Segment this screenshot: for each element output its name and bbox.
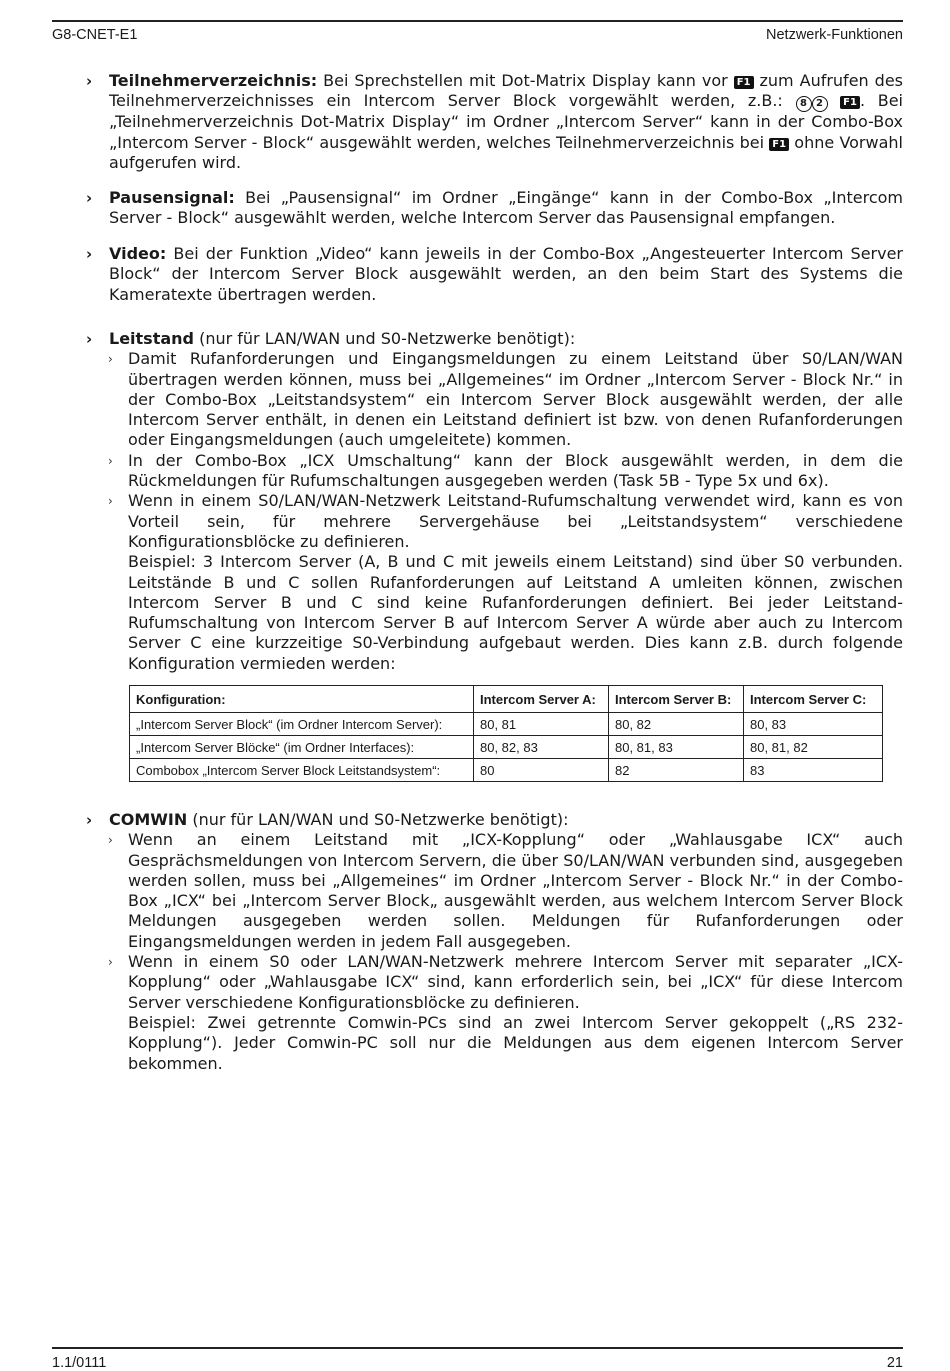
table-cell: 80, 82, 83 <box>474 736 609 759</box>
chevron-outline-icon: › <box>108 494 113 509</box>
table-cell: 83 <box>744 759 883 782</box>
chevron-outline-icon: › <box>108 453 113 468</box>
table-header-row <box>130 686 883 713</box>
table-row <box>130 759 883 782</box>
table-cell: 80, 81, 83 <box>609 736 744 759</box>
f1-key-icon: F1 <box>840 96 860 109</box>
sub-item: › Wenn in einem S0/LAN/WAN-Netzwerk Leitstand-Rufumschaltung verwendet wird, kann es von Vorteil sein, für mehrere Servergehäuse bei „Leitstandsystem“ verschiedene Konfigurationsblöcke zu definieren. Beispiel: 3 Intercom Server (A, B und C mit jeweils einem Leitstand) sind über S0 verbunden. Leitstände B und C sollen Rufanforderungen auf Leitstand A umleiten können, zwischen Intercom Server B und C sind keine Rufanforderungen definiert. Bei jeder Leitstand-Rufumschaltung von Intercom Server B auf Intercom Server A würde aber auch zu Intercom Server C eine kurzzeitige S0-Verbindung aufgebaut werden. Dies kann z.B. durch folgende Konfiguration vermieden werden: <box>108 491 903 673</box>
chevron-right-icon: › <box>86 330 93 348</box>
table-cell: 80, 82 <box>609 713 744 736</box>
table-cell: 80 <box>474 759 609 782</box>
table-cell: „Intercom Server Blöcke“ (im Ordner Interfaces): <box>130 736 474 759</box>
page-footer <box>52 1347 903 1371</box>
bullet-title: Pausensignal: <box>109 188 235 207</box>
chevron-right-icon: › <box>86 189 93 207</box>
bullet-pausensignal <box>86 188 903 229</box>
bullet-leitstand <box>86 329 903 674</box>
document-id: G8-CNET-E1 <box>52 27 138 43</box>
table-row <box>130 736 883 759</box>
f1-key-icon: F1 <box>769 138 789 151</box>
sub-item: › Wenn an einem Leitstand mit „ICX-Kopplung“ oder „Wahlausgabe ICX“ auch Gesprächsmeldungen von Intercom Servern, die über S0/LAN/WAN verbunden sind, ausgegeben werden sollen, muss bei „Allgemeines“ im Ordner „Intercom Server - Block Nr.“ in der Combo-Box „ICX“ bei „Intercom Server Block„ ausgewählt werden, aus welchem Intercom Server Block Meldungen ausgegeben werden sollen. Meldungen für Rufanforderungen oder Eingangsmeldungen werden in jedem Fall ausgegeben. <box>108 830 903 951</box>
bullet-title: Teilnehmerverzeichnis: <box>109 71 318 90</box>
page-number: 21 <box>886 1355 903 1371</box>
sub-item: › In der Combo-Box „ICX Umschaltung“ kann der Block ausgewählt werden, in dem die Rückmeldungen für Rufumschaltungen ausgegeben werden (Task 5B - Type 5x und 6x). <box>108 450 903 491</box>
bullet-text: Video: Bei der Funktion „Video“ kann jeweils in der Combo-Box „Angesteuerter Intercom Server Block“ der Intercom Server Block ausgewählt werden, an den beim Start des Systems die Kameratexte übertragen werden. <box>109 244 903 304</box>
f1-key-icon: F1 <box>734 76 754 89</box>
section-title: Netzwerk-Funktionen <box>766 27 903 43</box>
chevron-outline-icon: › <box>108 833 113 848</box>
table-cell: 80, 83 <box>744 713 883 736</box>
digit-8-key-icon: 8 <box>796 96 812 112</box>
bullet-title: Video: <box>109 244 167 263</box>
bullet-video <box>86 244 903 305</box>
sub-item: › Damit Rufanforderungen und Eingangsmeldungen zu einem Leitstand über S0/LAN/WAN übertragen werden können, muss bei „Allgemeines“ im Ordner „Intercom Server - Block Nr.“ in der Combo-Box „Leitstandsystem“ ein Intercom Server Block ausgewählt werden, der alle Intercom Server enthält, in denen ein Leitstand definiert ist bzw. von denen Rufanforderungen oder Eingangsmeldungen (auch umgeleitete) kommen. <box>108 349 903 450</box>
chevron-right-icon: › <box>86 811 93 829</box>
table-header: Konfiguration: <box>130 686 474 713</box>
bullet-title: COMWIN <box>109 810 188 829</box>
table-cell: 80, 81 <box>474 713 609 736</box>
bullet-text: Leitstand (nur für LAN/WAN und S0-Netzwerke benötigt): › Damit Rufanforderungen und Eingangsmeldungen zu einem Leitstand über S0/LAN/WAN übertragen werden können, muss bei „Allgemeines“ im Ordner „Intercom Server - Block Nr.“ in der Combo-Box „Leitstandsystem“ ein Intercom Server Block ausgewählt werden, der alle Intercom Server enthält, in denen ein Leitstand definiert ist bzw. von denen Rufanforderungen oder Eingangsmeldungen (auch umgeleitete) kommen. › In der Combo-Box „ICX Umschaltung“ kann der Block ausgewählt werden, in dem die Rückmeldungen für Rufumschaltungen ausgegeben werden (Task 5B - Type 5x und 6x). › Wenn in einem S0/LAN/WAN-Netzwerk Leitstand-Rufumschaltung verwendet wird, kann es von Vorteil sein, für mehrere Servergehäuse bei „Leitstandsystem“ verschiedene Konfigurationsblöcke zu definieren. Beispiel: 3 Intercom Server (A, B und C mit jeweils einem Leitstand) sind über S0 verbunden. Leitstände B und C sollen Rufanforderungen auf Leitstand A umleiten können, zwischen Intercom Server B und C sind keine Rufanforderungen definiert. Bei jeder Leitstand-Rufumschaltung von Intercom Server B auf Intercom Server A würde aber auch zu Intercom Server C eine kurzzeitige S0-Verbindung aufgebaut werden. Dies kann z.B. durch folgende Konfiguration vermieden werden: <box>108 329 903 673</box>
example-text: Beispiel: 3 Intercom Server (A, B und C mit jeweils einem Leitstand) sind über S0 verbunden. Leitstände B und C sollen Rufanforderungen auf Leitstand A umleiten können, zwischen Intercom Server B und C sind keine Rufanforderungen definiert. Bei jeder Leitstand-Rufumschaltung von Intercom Server B auf Intercom Server A würde aber auch zu Intercom Server C eine kurzzeitige S0-Verbindung aufgebaut werden. Dies kann z.B. durch folgende Konfiguration vermieden werden: <box>128 552 903 673</box>
page-header <box>52 20 903 44</box>
digit-2-key-icon: 2 <box>812 96 828 112</box>
version-number: 1.1/0111 <box>52 1355 107 1371</box>
bullet-text: COMWIN (nur für LAN/WAN und S0-Netzwerke benötigt): › Wenn an einem Leitstand mit „ICX-Kopplung“ oder „Wahlausgabe ICX“ auch Gesprächsmeldungen von Intercom Servern, die über S0/LAN/WAN verbunden sind, ausgegeben werden sollen, muss bei „Allgemeines“ im Ordner „Intercom Server - Block Nr.“ in der Combo-Box „ICX“ bei „Intercom Server Block„ ausgewählt werden, aus welchem Intercom Server Block Meldungen ausgegeben werden sollen. Meldungen für Rufanforderungen oder Eingangsmeldungen werden in jedem Fall ausgegeben. › Wenn in einem S0 oder LAN/WAN-Netzwerk mehrere Intercom Server mit separater „ICX-Kopplung“ oder „Wahlausgabe ICX“ sind, kann erforderlich sein, bei „ICX“ für diese Intercom Server verschiedene Konfigurationsblöcke zu definieren. Beispiel: Zwei getrennte Comwin-PCs sind an zwei Intercom Server gekoppelt („RS 232-Kopplung“). Jeder Comwin-PC soll nur die Meldungen aus dem eigenen Intercom Server bekommen. <box>108 810 903 1073</box>
table-header: Intercom Server A: <box>474 686 609 713</box>
table-cell: 82 <box>609 759 744 782</box>
chevron-outline-icon: › <box>108 352 113 367</box>
bullet-comwin <box>86 810 903 1074</box>
bullet-text: Teilnehmerverzeichnis: Bei Sprechstellen mit Dot-Matrix Display kann vor F1 zum Aufrufen des Teilnehmerverzeichnisses ein Intercom Server Block vorgewählt werden, z.B.: 8 2 F1 . Bei „Teilnehmerverzeichnis Dot-Matrix Display“ im Ordner „Intercom Server“ kann in der Combo-Box „Intercom Server - Block“ ausgewählt werden, welches Teilnehmerverzeichnis bei F1 ohne Vorwahl aufgerufen wird. <box>109 71 903 172</box>
sub-item: › Wenn in einem S0 oder LAN/WAN-Netzwerk mehrere Intercom Server mit separater „ICX-Kopplung“ oder „Wahlausgabe ICX“ sind, kann erforderlich sein, bei „ICX“ für diese Intercom Server verschiedene Konfigurationsblöcke zu definieren. Beispiel: Zwei getrennte Comwin-PCs sind an zwei Intercom Server gekoppelt („RS 232-Kopplung“). Jeder Comwin-PC soll nur die Meldungen aus dem eigenen Intercom Server bekommen. <box>108 952 903 1073</box>
table-header: Intercom Server B: <box>609 686 744 713</box>
table-cell: 80, 81, 82 <box>744 736 883 759</box>
bullet-text: Pausensignal: Bei „Pausensignal“ im Ordner „Eingänge“ kann in der Combo-Box „Intercom Server - Block“ ausgewählt werden, welche Intercom Server das Pausensignal empfangen. <box>109 188 903 228</box>
chevron-outline-icon: › <box>108 955 113 970</box>
bullet-title: Leitstand <box>109 329 194 348</box>
table-row <box>130 713 883 736</box>
bullet-teilnehmerverzeichnis <box>86 71 903 173</box>
chevron-right-icon: › <box>86 245 93 263</box>
table-cell: Combobox „Intercom Server Block Leitstandsystem“: <box>130 759 474 782</box>
example-text: Beispiel: Zwei getrennte Comwin-PCs sind an zwei Intercom Server gekoppelt („RS 232-Kopplung“). Jeder Comwin-PC soll nur die Meldungen aus dem eigenen Intercom Server bekommen. <box>128 1012 903 1073</box>
configuration-table <box>129 685 883 782</box>
table-header: Intercom Server C: <box>744 686 883 713</box>
table-cell: „Intercom Server Block“ (im Ordner Intercom Server): <box>130 713 474 736</box>
chevron-right-icon: › <box>86 72 93 90</box>
